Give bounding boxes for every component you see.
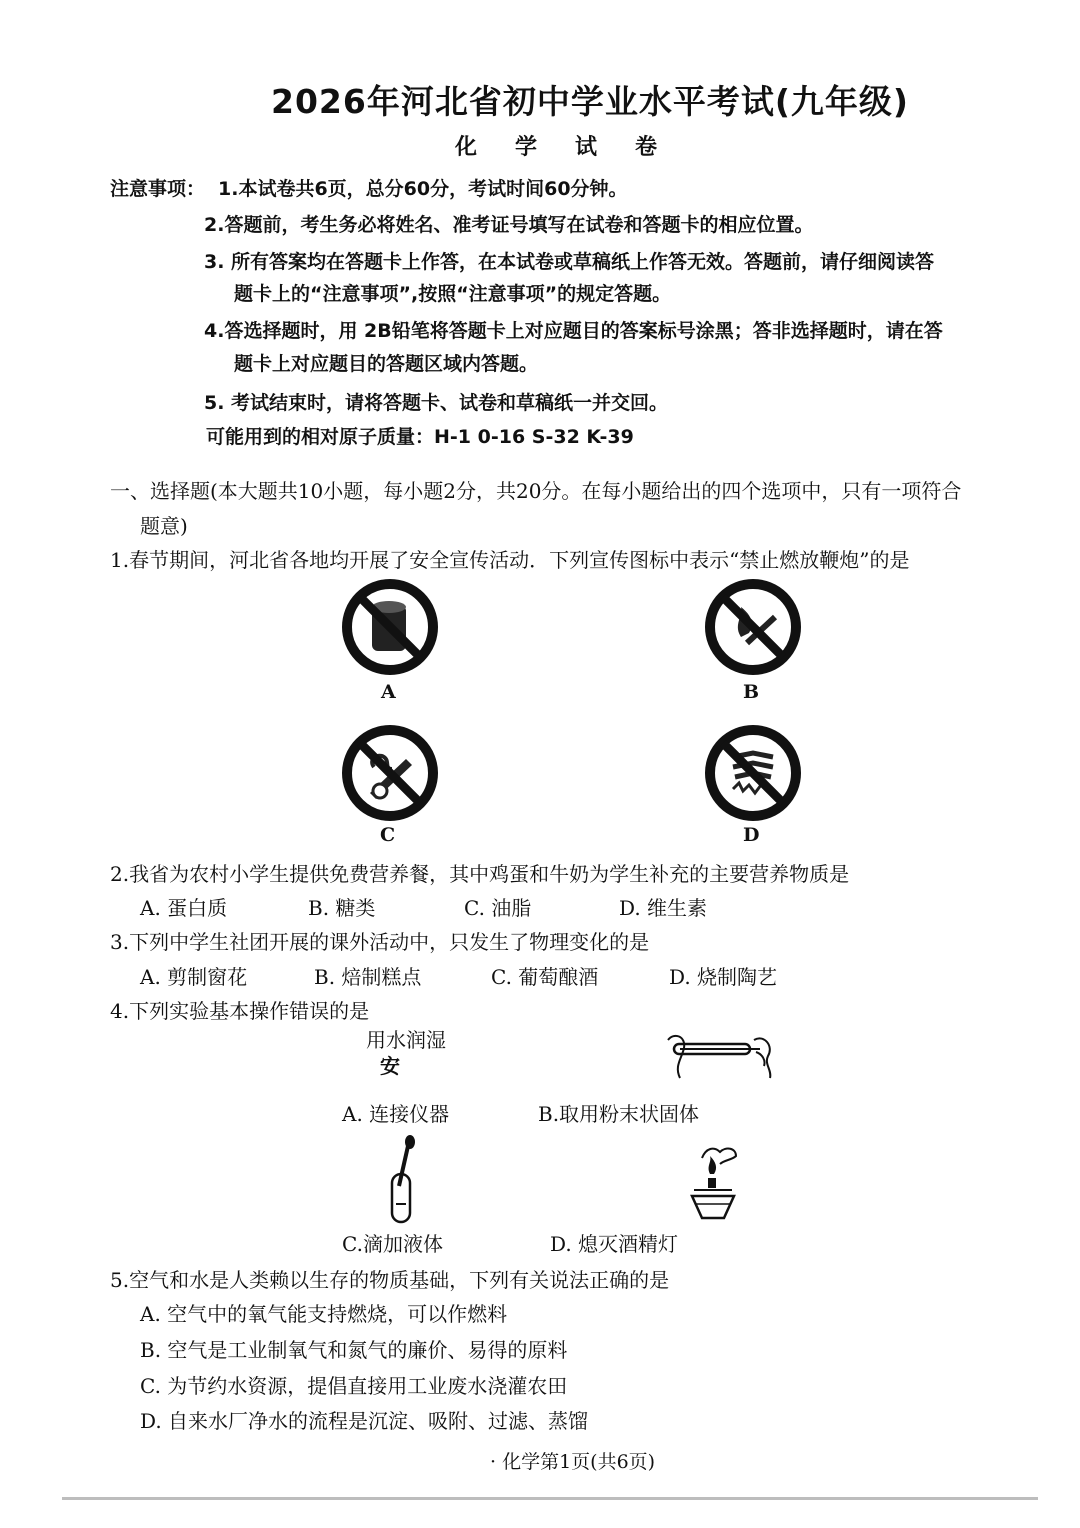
q3-stem: 3.下列中学生社团开展的课外活动中，只发生了物理变化的是 xyxy=(110,930,650,954)
section-heading: 一、选择题(本大题共10小题，每小题2分，共20分。在每小题给出的四个选项中，只有一项符合 xyxy=(110,479,962,503)
q5-option-a: A. 空气中的氧气能支持燃烧，可以作燃料 xyxy=(140,1302,508,1326)
q2-option-b: B. 糖类 xyxy=(308,896,376,920)
note-5: 5. 考试结束时，请将答题卡、试卷和草稿纸一并交回。 xyxy=(204,392,669,414)
note-4-cont: 题卡上对应题目的答题区域内答题。 xyxy=(234,353,539,375)
note-3: 3. 所有答案均在答题卡上作答，在本试卷或草稿纸上作答无效。答题前，请仔细阅读答 xyxy=(204,251,935,273)
no-firecrackers-sign-icon xyxy=(703,723,803,823)
q1-label-d: D xyxy=(743,824,760,846)
q5-option-c: C. 为节约水资源，提倡直接用工业废水浇灌农田 xyxy=(140,1374,568,1398)
exam-title: 2026年河北省初中学业水平考试(九年级) xyxy=(270,82,909,121)
q4-option-a: A. 连接仪器 xyxy=(342,1102,450,1126)
q4-stem: 4.下列实验基本操作错误的是 xyxy=(110,999,370,1023)
section-heading-cont: 题意) xyxy=(140,514,188,538)
q5-option-d: D. 自来水厂净水的流程是沉淀、吸附、过滤、蒸馏 xyxy=(140,1409,589,1433)
note-3-cont: 题卡上的“注意事项”,按照“注意事项”的规定答题。 xyxy=(234,283,672,305)
q2-option-d: D. 维生素 xyxy=(619,896,708,920)
q5-stem: 5.空气和水是人类赖以生存的物质基础，下列有关说法正确的是 xyxy=(110,1268,670,1292)
q3-option-b: B. 焙制糕点 xyxy=(314,965,422,989)
no-barrel-sign-icon xyxy=(340,577,440,677)
exam-subtitle: 化学试卷 xyxy=(454,135,695,160)
q4-option-c: C.滴加液体 xyxy=(342,1232,443,1256)
bottom-divider xyxy=(62,1497,1038,1500)
q1-label-b: B xyxy=(743,681,760,703)
q4-image-text-2: 安 xyxy=(380,1054,400,1078)
dropper-test-tube-icon xyxy=(384,1134,424,1226)
q2-option-c: C. 油脂 xyxy=(464,896,532,920)
q4-option-b: B.取用粉末状固体 xyxy=(538,1102,700,1126)
q1-label-c: C xyxy=(380,824,396,846)
page-footer: · 化学第1页(共6页) xyxy=(490,1451,656,1473)
note-1: 1.本试卷共6页，总分60分，考试时间60分钟。 xyxy=(218,178,628,200)
no-smoking-sign-icon xyxy=(340,723,440,823)
atomic-masses: 可能用到的相对原子质量：H-1 0-16 S-32 K-39 xyxy=(206,426,634,448)
q5-option-b: B. 空气是工业制氧气和氮气的廉价、易得的原料 xyxy=(140,1338,568,1362)
q3-option-c: C. 葡萄酿酒 xyxy=(491,965,599,989)
q4-option-d: D. 熄灭酒精灯 xyxy=(550,1232,679,1256)
notes-lead: 注意事项： xyxy=(110,178,206,200)
note-4: 4.答选择题时，用 2B铅笔将答题卡上对应题目的答案标号涂黑；答非选择题时，请在答 xyxy=(204,320,943,342)
q1-label-a: A xyxy=(381,681,396,703)
q4-image-text-1: 用水润湿 xyxy=(366,1028,446,1052)
no-open-flame-sign-icon xyxy=(703,577,803,677)
powder-solid-operation-icon xyxy=(660,1026,780,1086)
note-2: 2.答题前，考生务必将姓名、准考证号填写在试卷和答题卡的相应位置。 xyxy=(204,214,814,236)
alcohol-lamp-icon xyxy=(684,1138,744,1224)
q2-option-a: A. 蛋白质 xyxy=(140,896,228,920)
q1-stem: 1.春节期间，河北省各地均开展了安全宣传活动．下列宣传图标中表示“禁止燃放鞭炮”的是 xyxy=(110,548,910,572)
q3-option-d: D. 烧制陶艺 xyxy=(669,965,778,989)
q3-option-a: A. 剪制窗花 xyxy=(140,965,248,989)
q2-stem: 2.我省为农村小学生提供免费营养餐，其中鸡蛋和牛奶为学生补充的主要营养物质是 xyxy=(110,862,850,886)
